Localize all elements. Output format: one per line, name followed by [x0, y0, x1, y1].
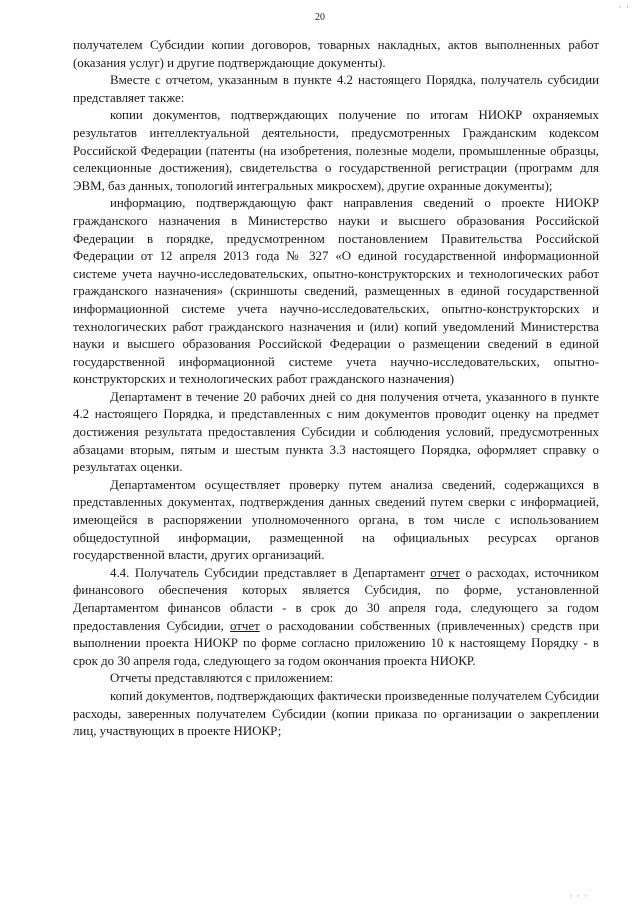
paragraph-text: Вместе с отчетом, указанным в пункте 4.2 настоящего Порядка, получатель субсидии представляет также: — [73, 73, 599, 105]
paragraph-reports-attachment-intro — [73, 670, 599, 688]
paragraph-text: копии документов, подтверждающих получение по итогам НИОКР охраняемых результатов интеллектуальной деятельности, предусмотренных Гражданским кодексом Российской Федерации (патенты (на изобретения, полезные модели, промышленные образцы, селекционные достижения), свидетельства о государственной регистрации (программ для ЭВМ, баз данных, топологий интегральных микросхем), другие охранные документы); — [73, 108, 599, 193]
paragraph-text: о расходах, источником финансового обеспечения которых является Субсидия, по форме, установленной Департаментом финансов области - в срок до 30 апреля года, следующего за годом предоставления Субсидии, — [73, 565, 599, 633]
scan-mark-top: · · — [618, 2, 630, 12]
paragraph-text: копий документов, подтверждающих фактически произведенные получателем Субсидии расходы, заверенных получателем Субсидии (копии приказа по организации о закреплении лиц, участвующих в проекте НИОКР; — [73, 688, 599, 739]
paragraph-text: получателем Субсидии копии договоров, товарных накладных, актов выполненных работ (оказания услуг) и другие подтверждающие документы). — [73, 38, 599, 70]
paragraph-section-4-4 — [73, 565, 599, 671]
paragraph-text: информацию, подтверждающую факт направления сведений о проекте НИОКР гражданского назначения в Министерство науки и высшего образования Российской Федерации в порядке, предусмотренном постановлением Правительства Российской Федерации от 12 апреля 2013 года № 327 «О единой государственной информационной системе учета научно-исследовательских, опытно-конструкторских и технологических работ гражданского назначения» (скриншоты сведений, размещенных в единой государственной информационной системе учета научно-исследовательских, опытно-конструкторских и технологических работ гражданского назначения и (или) копий уведомлений Министерства науки и высшего образования Российской Федерации о размещении сведений в единой государственной информационной системе учета научно-исследовательских, опытно-конструкторских и технологических работ гражданского назначения) — [73, 196, 599, 387]
paragraph-text: 4.4. Получатель Субсидии представляет в Департамент — [110, 565, 431, 580]
underlined-term: отчет — [430, 565, 460, 580]
paragraph-text: о расходовании собственных (привлеченных) средств при выполнении проекта НИОКР по форме согласно приложению 10 к настоящему Порядку - в срок до 30 апреля года, следующего за годом окончания проекта НИОКР. — [73, 618, 599, 668]
paragraph-report-attachments — [73, 72, 599, 107]
underlined-term: отчет — [230, 618, 260, 633]
page-number: 20 — [315, 12, 325, 23]
paragraph-department-assessment — [73, 389, 599, 477]
paragraph-continuation — [73, 37, 599, 72]
paragraph-text: Отчеты представляются с приложением: — [110, 671, 334, 686]
paragraph-department-verification — [73, 477, 599, 565]
document-body — [73, 37, 599, 741]
paragraph-ip-documents — [73, 107, 599, 195]
scan-mark-bottom: · · · — [569, 891, 588, 901]
paragraph-text: Департамент в течение 20 рабочих дней со дня получения отчета, указанного в пункте 4.2 настоящего Порядка, и представленных с ним документов проводит оценку на предмет достижения результата предоставления Субсидии и соблюдения условий, предусмотренных абзацами вторым, пятым и шестым пункта 3.3 настоящего Порядка, оформляет справку о результатах оценки. — [73, 389, 599, 475]
paragraph-egisu-information — [73, 195, 599, 389]
paragraph-expense-documents — [73, 688, 599, 741]
paragraph-text: Департаментом осуществляет проверку путем анализа сведений, содержащихся в представленных документах, подтверждения данных сведений путем сверки с информацией, имеющейся в распоряжении уполномоченного органа, в том числе с использованием общедоступной информации, размещенной на официальных ресурсах органов государственной власти, других организаций. — [73, 477, 599, 563]
